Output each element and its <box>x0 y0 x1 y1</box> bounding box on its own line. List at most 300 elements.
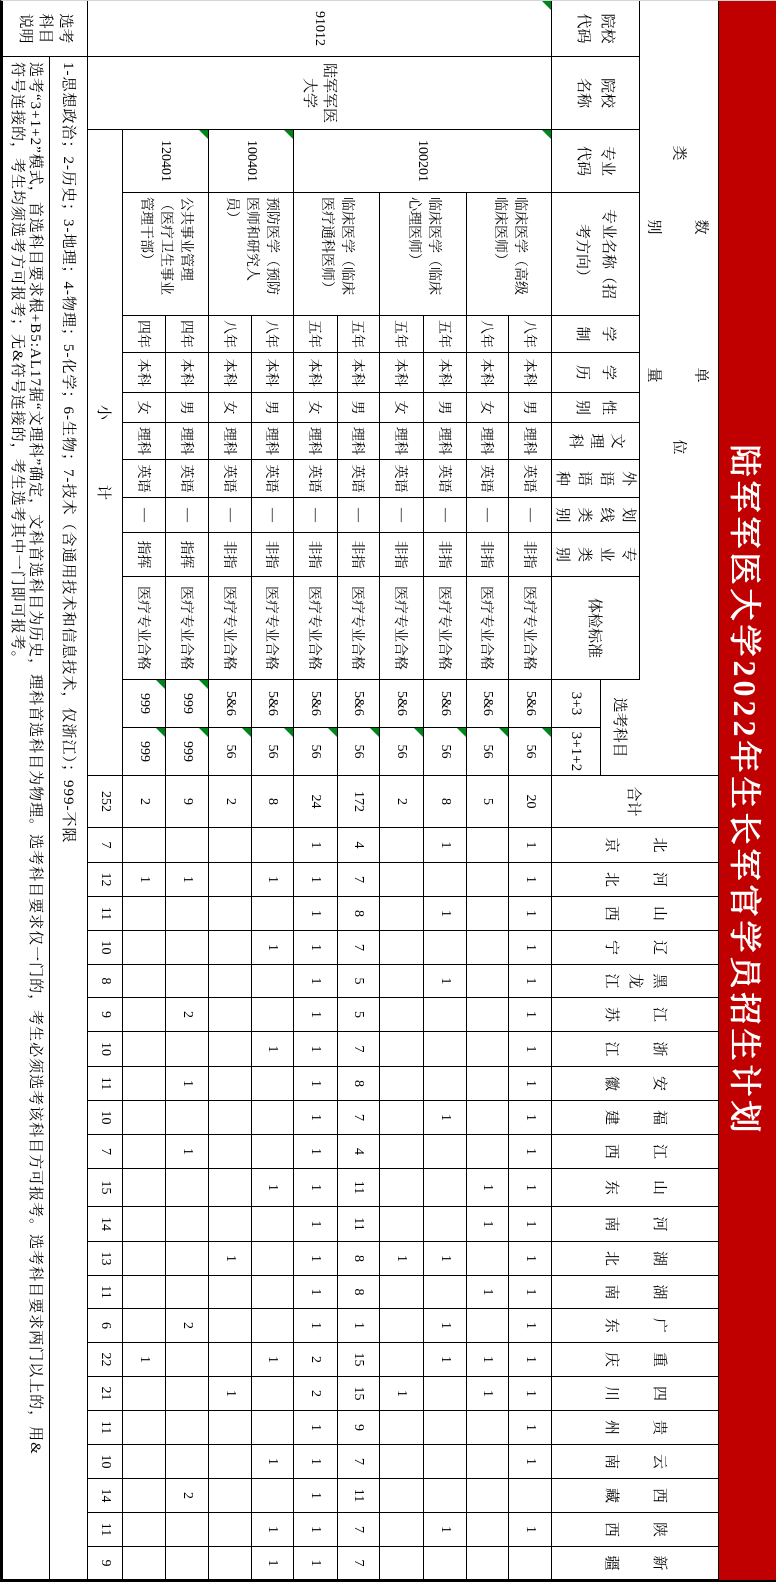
cell-province-quota <box>122 1411 165 1445</box>
cell-total-text: 20 <box>523 794 538 809</box>
cell-province-quota-text: 1 <box>308 944 324 951</box>
cell-province-quota <box>337 931 379 965</box>
cell-gender-text: 女 <box>392 400 408 415</box>
header-province <box>551 828 718 863</box>
cell-province-quota <box>208 1309 251 1343</box>
cell-track-text: 理科 <box>521 427 536 455</box>
cell-line-type-text: — <box>351 508 367 522</box>
cell-province-quota <box>165 1101 208 1135</box>
cell-physical-text: 医疗专业合格 <box>478 586 494 670</box>
subtotal-province-text: 14 <box>98 1217 113 1231</box>
cell-duration <box>508 316 551 353</box>
cell-duration-text: 四年 <box>178 320 193 348</box>
header-province-text: 四川 <box>603 1385 667 1401</box>
cell-province-quota <box>122 1309 165 1343</box>
header-province-text: 河南 <box>603 1216 667 1232</box>
cell-province-quota <box>508 1377 551 1411</box>
cell-total-text: 2 <box>394 798 410 805</box>
subtotal-province <box>87 897 122 931</box>
cell-province-quota <box>379 897 423 931</box>
cell-province-quota <box>337 1135 379 1169</box>
cell-province-quota <box>508 863 551 897</box>
header-province-text: 浙江 <box>603 1041 667 1057</box>
cell-province-quota-text: 1 <box>308 841 324 849</box>
cell-province-quota <box>337 828 379 863</box>
cell-province-quota <box>466 828 508 863</box>
cell-gender <box>337 393 379 423</box>
cell-physical-text: 医疗专业合格 <box>436 586 451 670</box>
header-province-text: 江苏 <box>603 1006 667 1022</box>
cell-province-quota <box>337 1377 379 1411</box>
cell-physical-text: 医疗专业合格 <box>135 586 150 670</box>
cell-province-quota-text: 1 <box>265 1356 281 1363</box>
cell-province-quota <box>466 1169 508 1207</box>
cell-major-type-text: 非指 <box>349 540 365 569</box>
cell-language-text: 英语 <box>436 464 451 493</box>
cell-province-quota-text: 1 <box>308 1080 324 1087</box>
corner-char-bie: 别 <box>645 219 662 235</box>
cell-province-quota <box>122 1445 165 1479</box>
cell-province-quota <box>508 897 551 931</box>
page-title: 陆军军医大学2022年生长军官学员招生计划 <box>727 444 764 1137</box>
cell-province-quota <box>379 1207 423 1242</box>
cell-duration <box>122 316 165 353</box>
cell-province-quota-text: 1 <box>523 1424 538 1431</box>
cell-province-quota <box>122 998 165 1032</box>
header-province <box>551 1309 718 1343</box>
cell-elective-33-text: 5&6 <box>523 691 538 716</box>
cell-line-type-text: — <box>223 508 238 522</box>
subtotal-province-text: 10 <box>98 1454 113 1469</box>
header-degree <box>551 353 639 393</box>
cell-duration <box>208 316 251 353</box>
header-province <box>551 863 718 897</box>
cell-total-text: 2 <box>137 798 152 805</box>
cell-major-name <box>466 193 551 316</box>
cell-major-type <box>379 533 423 577</box>
cell-province-quota <box>466 1309 508 1343</box>
subtotal-province <box>87 1135 122 1169</box>
cell-degree <box>251 353 293 393</box>
header-elective-312 <box>551 728 600 776</box>
cell-province-quota-text: 1 <box>265 1184 281 1191</box>
subtotal-province <box>87 863 122 897</box>
subtotal-province-text: 9 <box>98 1011 113 1018</box>
subtotal-province-text: 22 <box>98 1352 113 1367</box>
cell-province-quota-text: 1 <box>480 1390 496 1397</box>
cell-province-quota <box>165 998 208 1032</box>
header-province <box>551 1276 718 1309</box>
header-province <box>551 1513 718 1547</box>
cell-province-quota <box>293 1032 337 1067</box>
major-name: 临床医学（高级临床医师） <box>492 197 527 295</box>
cell-province-quota <box>208 1135 251 1169</box>
cell-province-quota <box>251 1547 293 1580</box>
subtotal-province <box>87 1513 122 1547</box>
cell-province-quota <box>379 1135 423 1169</box>
cell-province-quota-text: 5 <box>351 1011 367 1018</box>
cell-elective-312 <box>251 728 293 776</box>
subtotal-province-text: 9 <box>98 1559 113 1567</box>
cell-language <box>379 460 423 498</box>
cell-language <box>165 460 208 498</box>
cell-total <box>423 776 466 828</box>
cell-elective-312 <box>208 728 251 776</box>
major-code: 120401 <box>158 140 174 182</box>
subtotal-province <box>87 998 122 1032</box>
cell-province-quota <box>293 965 337 998</box>
cell-province-quota-text: 1 <box>180 1080 195 1087</box>
cell-province-quota-text: 4 <box>351 1148 367 1155</box>
cell-province-quota-text: 5 <box>351 977 367 985</box>
cell-total <box>165 776 208 828</box>
subtotal-province <box>87 1411 122 1445</box>
cell-duration <box>293 316 337 353</box>
cell-major-type-text: 非指 <box>436 540 451 569</box>
cell-language <box>208 460 251 498</box>
cell-province-quota <box>508 1135 551 1169</box>
cell-province-quota <box>165 1032 208 1067</box>
cell-physical <box>208 577 251 680</box>
cell-elective-33 <box>122 680 165 728</box>
header-province <box>551 897 718 931</box>
cell-province-quota-text: 1 <box>308 1424 324 1431</box>
cell-language-text: 英语 <box>178 464 193 493</box>
cell-province-quota <box>379 1377 423 1411</box>
cell-province-quota <box>423 1101 466 1135</box>
cell-province-quota <box>508 1547 551 1580</box>
cell-degree <box>423 353 466 393</box>
cell-physical <box>165 577 208 680</box>
header-school-code-label: 院校代码 <box>575 13 616 44</box>
cell-line-type-text: — <box>480 508 496 522</box>
cell-gender-text: 男 <box>436 400 451 415</box>
cell-elective-33 <box>466 680 508 728</box>
cell-degree-text: 本科 <box>478 358 494 387</box>
cell-track-text: 理科 <box>135 427 150 455</box>
cell-province-quota <box>508 1067 551 1101</box>
header-physical <box>551 577 639 680</box>
cell-total-text: 5 <box>480 798 496 805</box>
cell-degree-text: 本科 <box>349 358 365 387</box>
cell-province-quota <box>122 1343 165 1377</box>
cell-province-quota <box>251 998 293 1032</box>
cell-province-quota <box>423 1135 466 1169</box>
cell-duration-text: 八年 <box>521 320 536 348</box>
cell-province-quota <box>508 1207 551 1242</box>
cell-gender <box>122 393 165 423</box>
cell-line-type-text: — <box>523 508 538 522</box>
cell-language <box>122 460 165 498</box>
cell-province-quota <box>337 1547 379 1580</box>
cell-province-quota <box>251 1479 293 1513</box>
cell-province-quota <box>508 1479 551 1513</box>
notes-label: 选考科目说明 <box>17 13 73 44</box>
cell-province-quota-text: 7 <box>351 876 367 883</box>
cell-physical-text: 医疗专业合格 <box>521 586 536 670</box>
subtotal-province <box>87 965 122 998</box>
header-province-text: 湖南 <box>603 1284 667 1300</box>
cell-province-quota-text: 1 <box>523 1220 538 1228</box>
cell-province-quota <box>122 1101 165 1135</box>
header-province-text: 福建 <box>603 1109 667 1125</box>
cell-duration-text: 八年 <box>478 320 494 348</box>
cell-elective-33-text: 5&6 <box>223 691 238 716</box>
cell-province-quota <box>423 1513 466 1547</box>
cell-major-type <box>337 533 379 577</box>
cell-elective-33 <box>379 680 423 728</box>
header-school-code <box>551 1 639 57</box>
cell-major-type <box>508 533 551 577</box>
cell-province-quota <box>293 1169 337 1207</box>
cell-language-text: 英语 <box>263 464 279 493</box>
cell-language-text: 英语 <box>349 464 365 493</box>
header-total <box>551 776 718 828</box>
cell-track <box>423 423 466 460</box>
subtotal-province-text: 11 <box>98 1522 113 1537</box>
cell-province-quota <box>293 897 337 931</box>
cell-province-quota <box>423 1242 466 1276</box>
cell-province-quota-text: 8 <box>351 1080 367 1087</box>
header-province-text: 云南 <box>603 1453 667 1469</box>
cell-province-quota <box>122 897 165 931</box>
cell-province-quota-text: 1 <box>480 1184 496 1191</box>
cell-province-quota-text: 1 <box>308 1526 324 1533</box>
header-major-type <box>551 533 639 577</box>
cell-province-quota <box>508 931 551 965</box>
corner-char-wei: 位 <box>670 439 687 455</box>
cell-province-quota-text: 1 <box>523 1011 538 1018</box>
cell-province-quota-text: 1 <box>308 1184 324 1191</box>
cell-province-quota <box>337 1207 379 1242</box>
header-province-text: 西藏 <box>603 1487 667 1503</box>
cell-province-quota <box>165 863 208 897</box>
cell-province-quota-text: 1 <box>523 1390 538 1397</box>
cell-province-quota <box>165 897 208 931</box>
cell-physical-text: 医疗专业合格 <box>392 586 408 670</box>
major-name: 临床医学（临床医疗通科医师） <box>319 197 355 295</box>
cell-province-quota <box>251 965 293 998</box>
cell-province-quota <box>122 1377 165 1411</box>
cell-province-quota <box>293 1101 337 1135</box>
cell-province-quota-text: 1 <box>523 1184 538 1191</box>
cell-total <box>466 776 508 828</box>
cell-province-quota <box>379 1067 423 1101</box>
subtotal-label: 小计 <box>95 404 112 565</box>
cell-province-quota-text: 1 <box>351 1322 367 1329</box>
header-province <box>551 1169 718 1207</box>
cell-line-type <box>337 498 379 533</box>
cell-province-quota <box>379 998 423 1032</box>
cell-province-quota-text: 1 <box>308 1322 324 1329</box>
cell-province-quota <box>379 863 423 897</box>
cell-province-quota <box>251 1169 293 1207</box>
cell-province-quota <box>423 1547 466 1580</box>
cell-province-quota <box>165 1479 208 1513</box>
cell-gender-text: 女 <box>478 400 494 415</box>
subtotal-province-text: 11 <box>98 1285 113 1299</box>
cell-physical <box>423 577 466 680</box>
cell-major-type-text: 指挥 <box>135 540 150 569</box>
cell-province-quota-text: 1 <box>438 1114 453 1121</box>
cell-track <box>508 423 551 460</box>
header-province <box>551 1445 718 1479</box>
notes-rules <box>2 57 49 1580</box>
cell-province-quota <box>122 1276 165 1309</box>
cell-province-quota <box>423 1377 466 1411</box>
subtotal-province-text: 8 <box>98 977 113 985</box>
header-gender <box>551 393 639 423</box>
cell-province-quota <box>423 931 466 965</box>
cell-province-quota <box>165 1309 208 1343</box>
cell-province-quota <box>508 965 551 998</box>
major-name: 公共事业管理（医疗卫生事业管理干部） <box>138 197 194 295</box>
cell-degree <box>293 353 337 393</box>
cell-province-quota <box>379 1242 423 1276</box>
cell-track-text: 理科 <box>478 427 494 455</box>
cell-province-quota <box>337 1101 379 1135</box>
cell-province-quota <box>251 1513 293 1547</box>
cell-province-quota-text: 15 <box>351 1386 367 1401</box>
major-code: 100201 <box>415 140 431 182</box>
cell-major-code <box>293 130 551 193</box>
cell-province-quota-text: 1 <box>308 1255 324 1262</box>
cell-language <box>423 460 466 498</box>
cell-province-quota-text: 1 <box>523 1045 538 1053</box>
cell-language <box>508 460 551 498</box>
corner-char-liang: 量 <box>645 367 662 383</box>
subtotal-province-text: 12 <box>98 872 113 887</box>
cell-physical-text: 医疗专业合格 <box>178 586 193 670</box>
cell-province-quota <box>165 828 208 863</box>
cell-school-code <box>87 1 551 57</box>
subtotal-total-cell <box>87 776 122 828</box>
cell-province-quota <box>379 965 423 998</box>
cell-province-quota <box>208 965 251 998</box>
cell-province-quota <box>208 931 251 965</box>
cell-province-quota <box>165 1067 208 1101</box>
cell-province-quota-text: 1 <box>180 876 195 883</box>
cell-province-quota <box>337 1032 379 1067</box>
cell-major-type <box>423 533 466 577</box>
cell-province-quota <box>379 1276 423 1309</box>
cell-province-quota-text: 1 <box>523 1114 538 1121</box>
header-elective <box>600 680 718 776</box>
cell-province-quota <box>466 1276 508 1309</box>
cell-province-quota <box>508 1169 551 1207</box>
cell-province-quota <box>466 1207 508 1242</box>
cell-total <box>293 776 337 828</box>
cell-language-text: 英语 <box>521 464 536 493</box>
cell-total <box>208 776 251 828</box>
subtotal-province-text: 7 <box>98 1148 113 1155</box>
cell-gender <box>379 393 423 423</box>
cell-province-quota <box>508 1445 551 1479</box>
cell-total-text: 2 <box>223 798 238 805</box>
cell-province-quota <box>251 1067 293 1101</box>
cell-province-quota <box>423 1445 466 1479</box>
header-total-label: 合计 <box>625 786 642 817</box>
cell-track <box>251 423 293 460</box>
cell-province-quota <box>293 998 337 1032</box>
cell-province-quota <box>466 1343 508 1377</box>
header-language <box>551 460 639 498</box>
cell-total <box>508 776 551 828</box>
title-banner <box>718 1 776 1580</box>
cell-physical-text: 医疗专业合格 <box>263 586 279 670</box>
cell-gender-text: 女 <box>306 400 322 415</box>
cell-duration <box>466 316 508 353</box>
header-elective-33-label: 3+3 <box>568 691 585 716</box>
cell-line-type <box>251 498 293 533</box>
cell-province-quota <box>251 863 293 897</box>
cell-language-text: 英语 <box>135 464 150 493</box>
cell-language-text: 英语 <box>221 464 236 493</box>
cell-province-quota <box>379 1547 423 1580</box>
cell-province-quota <box>251 1343 293 1377</box>
cell-province-quota <box>466 965 508 998</box>
cell-degree-text: 本科 <box>178 358 193 387</box>
major-name: 预防医学（预防医师和研究人员） <box>224 197 279 295</box>
subtotal-province <box>87 1032 122 1067</box>
cell-elective-33-text: 5&6 <box>308 691 324 716</box>
cell-province-quota-text: 1 <box>523 1255 538 1262</box>
cell-province-quota <box>251 1309 293 1343</box>
cell-gender <box>423 393 466 423</box>
cell-province-quota <box>165 1343 208 1377</box>
cell-province-quota <box>165 1377 208 1411</box>
cell-degree <box>165 353 208 393</box>
cell-major-name <box>293 193 379 316</box>
subtotal-total: 252 <box>98 791 113 812</box>
cell-line-type-text: — <box>180 508 195 522</box>
cell-province-quota <box>337 1309 379 1343</box>
cell-province-quota <box>208 1032 251 1067</box>
cell-province-quota-text: 1 <box>308 1114 324 1121</box>
cell-province-quota <box>379 1343 423 1377</box>
subtotal-label-cell <box>87 130 122 776</box>
cell-duration <box>423 316 466 353</box>
header-province <box>551 1207 718 1242</box>
cell-province-quota <box>337 1242 379 1276</box>
cell-province-quota <box>337 1067 379 1101</box>
cell-province-quota <box>466 897 508 931</box>
cell-province-quota <box>423 1207 466 1242</box>
cell-province-quota-text: 1 <box>308 1220 324 1228</box>
cell-province-quota <box>337 1479 379 1513</box>
header-major-name <box>551 193 639 316</box>
cell-province-quota <box>337 1276 379 1309</box>
cell-province-quota-text: 9 <box>351 1424 367 1431</box>
cell-track <box>293 423 337 460</box>
header-track-label: 文理科 <box>567 433 625 449</box>
header-duration <box>551 316 639 353</box>
cell-province-quota-text: 1 <box>523 1458 538 1465</box>
cell-province-quota <box>508 1276 551 1309</box>
cell-language-text: 英语 <box>478 464 494 493</box>
cell-province-quota <box>208 1377 251 1411</box>
cell-province-quota <box>466 1377 508 1411</box>
cell-province-quota-text: 1 <box>308 1288 324 1296</box>
cell-track-text: 理科 <box>436 427 451 455</box>
cell-gender <box>293 393 337 423</box>
cell-elective-312 <box>165 728 208 776</box>
cell-province-quota-text: 1 <box>265 1458 281 1465</box>
cell-degree-text: 本科 <box>392 358 408 387</box>
cell-province-quota <box>293 863 337 897</box>
header-province <box>551 1343 718 1377</box>
cell-line-type-text: — <box>394 508 410 522</box>
